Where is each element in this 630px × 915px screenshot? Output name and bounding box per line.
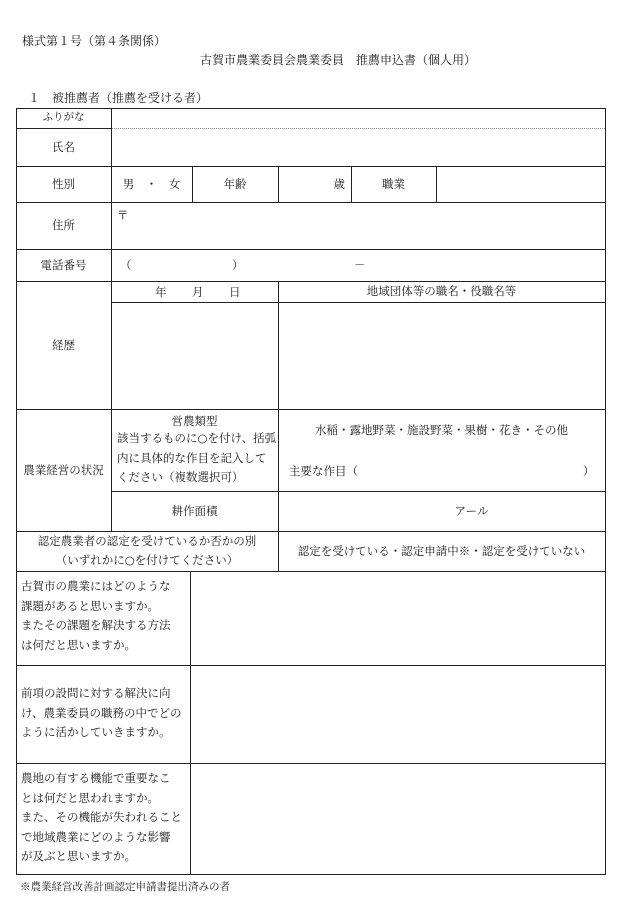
- answer-3-field[interactable]: [191, 764, 605, 874]
- form-number: 様式第１号（第４条関係）: [22, 34, 167, 48]
- question-3: 農地の有する機能で重要なこ とは何だと思われますか。 また、その機能が失われること で地域農業にどのような影響 が及ぶと思いますか。: [21, 771, 182, 863]
- career-day-header: 日: [229, 285, 241, 299]
- main-crop-field[interactable]: [360, 458, 580, 482]
- area-label: 耕作面積: [171, 504, 218, 519]
- age-unit: 歳: [333, 176, 345, 191]
- question-2: 前項の設問に対する解決に向 け、農業委員の職務の中でどの ように活かしていきますか。: [21, 686, 182, 739]
- area-field[interactable]: [280, 493, 480, 530]
- address-label: 住所: [52, 218, 75, 233]
- occupation-label: 職業: [382, 176, 405, 191]
- gender-label: 性別: [52, 176, 75, 191]
- career-org-field[interactable]: [278, 302, 605, 409]
- address-field[interactable]: [111, 202, 605, 249]
- career-year-header: 年: [155, 285, 167, 299]
- furigana-label: ふりがな: [42, 111, 85, 124]
- farm-type-note: 該当するものに○を付け、括弧 内に具体的な作目を記入して ください（複数選択可）: [117, 431, 277, 484]
- certification-options[interactable]: 認定を受けている・認定申請中※・認定を受けていない: [297, 544, 586, 559]
- farm-type-options[interactable]: 水稲・露地野菜・施設野菜・果樹・花き・その他: [315, 422, 568, 437]
- phone-field[interactable]: [111, 249, 605, 281]
- certification-question: 認定農業者の認定を受けているか否かの別 （いずれかに○を付けてください）: [37, 534, 257, 567]
- main-crop-label: 主要な作目（: [289, 464, 358, 478]
- phone-dash: －: [354, 258, 366, 272]
- farm-status-label: 農業経営の状況: [23, 463, 104, 478]
- career-date-field[interactable]: [111, 302, 278, 409]
- answer-1-field[interactable]: [191, 572, 605, 665]
- phone-label: 電話番号: [40, 257, 87, 272]
- question-1: 古賀市の農業にはどのような 課題があると思いますか。 またその課題を解決する方法 は何だと思いますか。: [21, 579, 171, 652]
- main-crop-close-paren: ）: [583, 464, 595, 478]
- form-title: 古賀市農業委員会農業委員 推薦申込書（個人用）: [200, 53, 477, 67]
- gender-options[interactable]: 男 ・ 女: [122, 176, 181, 191]
- footnote: ※農業経営改善計画認定申請書提出済みの者: [20, 881, 230, 893]
- name-field[interactable]: [111, 128, 605, 166]
- answer-2-field[interactable]: [191, 666, 605, 763]
- age-label: 年齢: [223, 176, 247, 191]
- farm-type-label: 営農類型: [171, 413, 218, 428]
- occupation-field[interactable]: [436, 166, 605, 202]
- career-org-header: 地域団体等の職名・役職名等: [366, 284, 517, 299]
- section-heading: １ 被推薦者（推薦を受ける者）: [28, 91, 209, 105]
- postal-mark: 〒: [117, 208, 129, 222]
- phone-open-paren: （: [120, 258, 132, 272]
- career-label: 経歴: [52, 337, 75, 352]
- career-month-header: 月: [192, 285, 204, 299]
- phone-close-paren: ）: [232, 258, 244, 272]
- area-unit: アール: [454, 504, 489, 519]
- name-label: 氏名: [52, 139, 75, 154]
- furigana-field[interactable]: [111, 108, 605, 128]
